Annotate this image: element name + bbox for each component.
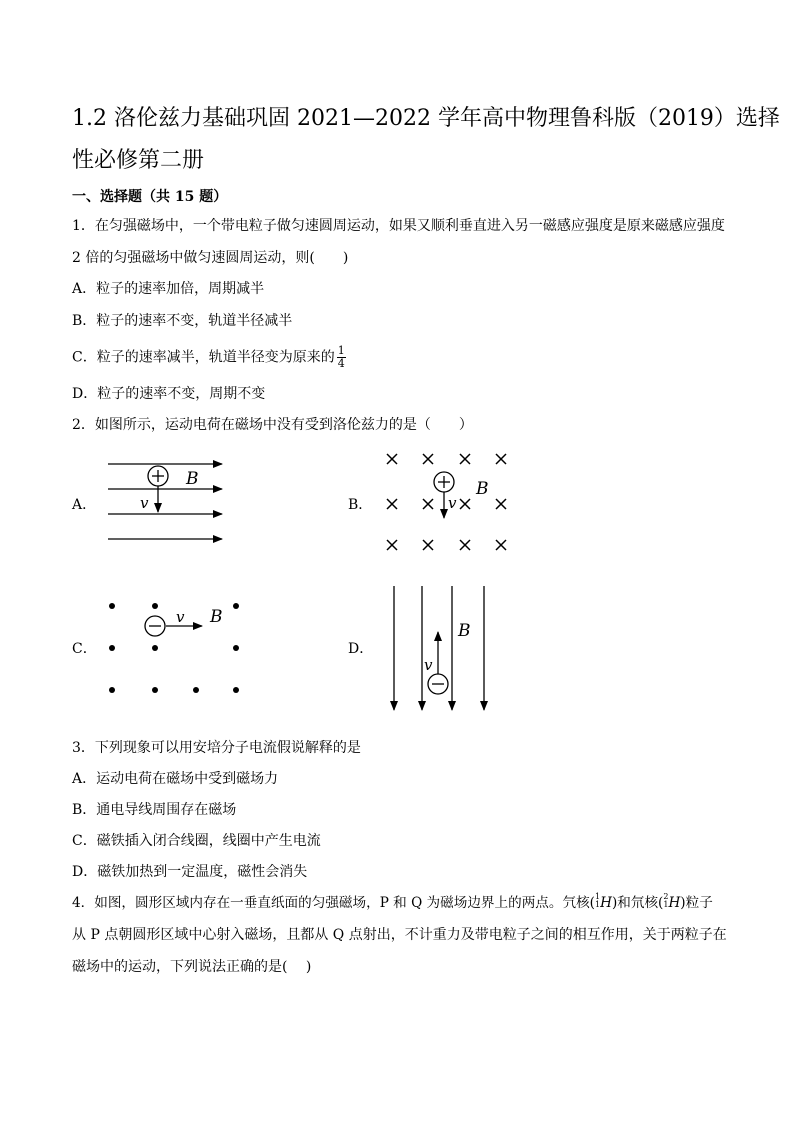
q1-option-c-text: C．粒子的速率减半，轨道半径变为原来的 bbox=[72, 349, 335, 366]
fraction-numerator: 1 bbox=[337, 344, 345, 357]
q2-option-b-label: B． bbox=[348, 497, 373, 513]
protium-mass-number: 1 bbox=[595, 892, 601, 901]
q4-stem-part1: 4．如图，圆形区域内存在一垂直纸面的匀强磁场，P 和 Q 为磁场边界上的两点。氕核( bbox=[72, 895, 595, 911]
deuterium-symbol bbox=[663, 892, 681, 911]
q3-stem: 3．下列现象可以用安培分子电流假说解释的是 bbox=[72, 740, 361, 756]
q3-option-a: A．运动电荷在磁场中受到磁场力 bbox=[72, 771, 279, 787]
q1-stem-line1: 1．在匀强磁场中，一个带电粒子做匀速圆周运动，如果又顺利垂直进入另一磁感应强度是原来磁感应强度 bbox=[72, 218, 725, 234]
velocity-label: v bbox=[424, 656, 433, 674]
deuterium-mass-number: 2 bbox=[663, 892, 669, 901]
page-title-line1: 1.2 洛伦兹力基础巩固 2021—2022 学年高中物理鲁科版（2019）选择 bbox=[72, 106, 780, 131]
deuterium-atomic-number: 1 bbox=[663, 900, 669, 909]
section-heading: 一、选择题（共 15 题） bbox=[72, 189, 228, 205]
velocity-label: v bbox=[176, 608, 185, 626]
q4-stem-part2: )和氘核( bbox=[611, 895, 664, 911]
negative-charge-icon bbox=[428, 674, 448, 694]
q2-option-d-label: D． bbox=[348, 641, 374, 657]
figure-b bbox=[380, 448, 520, 554]
field-label: B bbox=[186, 469, 199, 489]
positive-charge-icon bbox=[434, 472, 454, 492]
protium-element: H bbox=[600, 895, 612, 911]
page-title-line2: 性必修第二册 bbox=[72, 148, 205, 173]
q1-option-b: B．粒子的速率不变，轨道半径减半 bbox=[72, 313, 293, 329]
q2-option-c-label: C． bbox=[72, 641, 97, 657]
velocity-label: v bbox=[448, 494, 457, 512]
field-into-page-marks bbox=[387, 454, 506, 550]
q3-option-b: B．通电导线周围存在磁场 bbox=[72, 802, 237, 818]
field-label: B bbox=[476, 479, 489, 499]
q2-option-a-label: A． bbox=[72, 497, 97, 513]
q2-stem: 2．如图所示，运动电荷在磁场中没有受到洛伦兹力的是（ ） bbox=[72, 417, 473, 433]
protium-symbol bbox=[595, 892, 612, 911]
figure-a bbox=[100, 452, 230, 548]
q4-stem-line1 bbox=[72, 893, 713, 913]
q1-option-c bbox=[72, 345, 346, 370]
deuterium-element: H bbox=[668, 895, 681, 911]
field-label: B bbox=[210, 607, 223, 627]
q4-stem-line2: 从 P 点朝圆形区域中心射入磁场，且都从 Q 点射出，不计重力及带电粒子之间的相互作用，关于两粒子在 bbox=[72, 927, 727, 943]
figure-d bbox=[384, 584, 494, 714]
field-label: B bbox=[458, 621, 471, 641]
fraction bbox=[337, 345, 346, 370]
q1-stem-line2: 2 倍的匀强磁场中做匀速圆周运动，则( ) bbox=[72, 250, 349, 266]
q1-option-a: A．粒子的速率加倍，周期减半 bbox=[72, 281, 265, 297]
fraction-denominator: 4 bbox=[337, 357, 345, 370]
q3-option-d: D．磁铁加热到一定温度，磁性会消失 bbox=[72, 864, 308, 880]
q1-option-d: D．粒子的速率不变，周期不变 bbox=[72, 386, 266, 402]
q4-stem-part3: )粒子 bbox=[680, 895, 713, 911]
q4-stem-line3: 磁场中的运动，下列说法正确的是( ) bbox=[72, 959, 312, 975]
protium-atomic-number: 1 bbox=[595, 900, 601, 909]
negative-charge-icon bbox=[145, 616, 165, 636]
positive-charge-icon bbox=[148, 466, 168, 486]
figure-c bbox=[100, 596, 250, 700]
velocity-label: v bbox=[140, 494, 149, 512]
q3-option-c: C．磁铁插入闭合线圈，线圈中产生电流 bbox=[72, 833, 321, 849]
